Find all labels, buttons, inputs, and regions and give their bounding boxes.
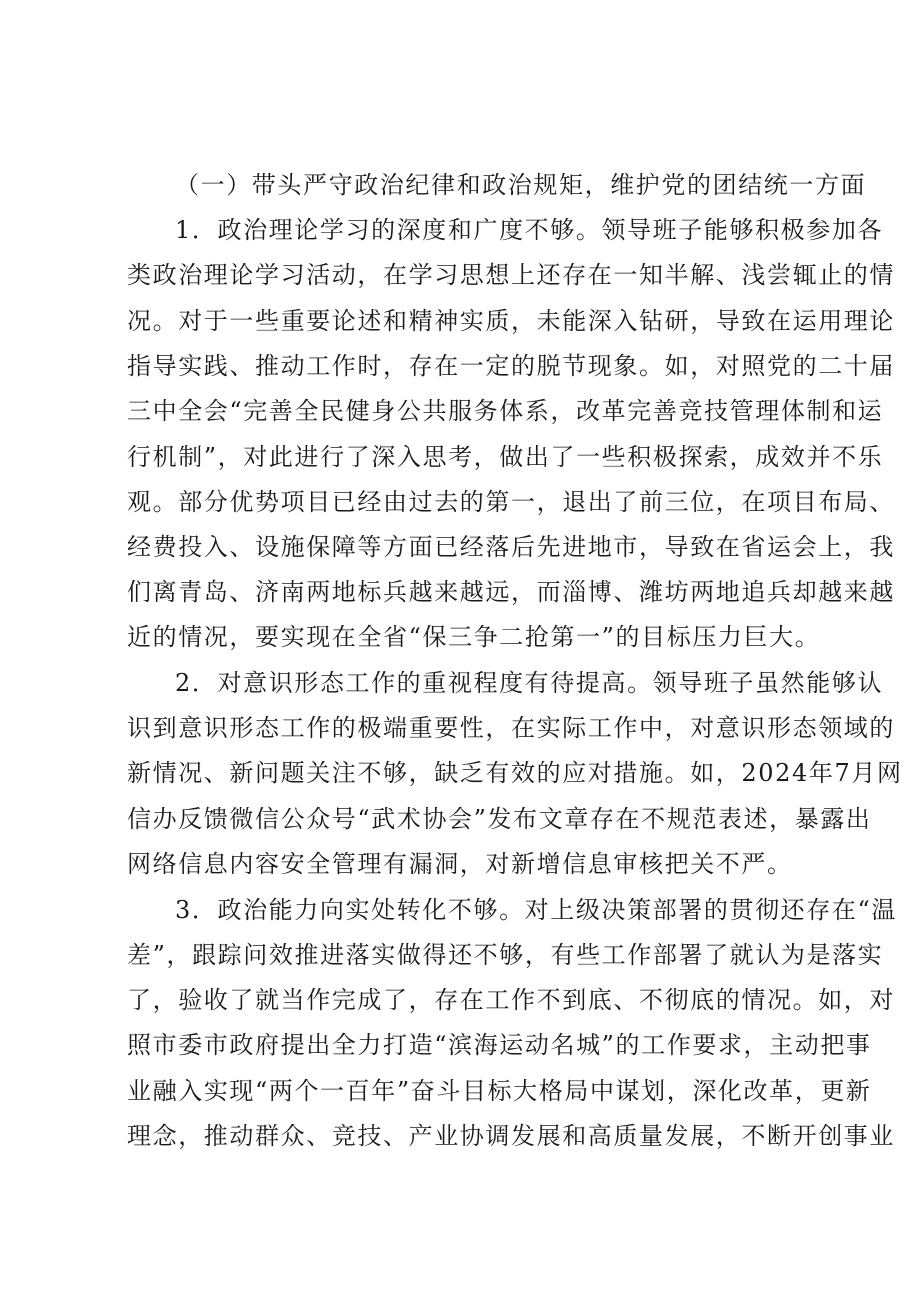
paragraph-2-line-1: 2．对意识形态工作的重视程度有待提高。领导班子虽然能够认 [175, 669, 884, 697]
section-heading: （一）带头严守政治纪律和政治规矩，维护党的团结统一方面 [175, 171, 867, 199]
paragraph-3-line-5: 业融入实现“两个一百年”奋斗目标大格局中谋划，深化改革，更新 [127, 1077, 872, 1105]
paragraph-2-line-4: 信办反馈微信公众号“武术协会”发布文章存在不规范表述，暴露出 [127, 805, 872, 833]
paragraph-3-line-6: 理念，推动群众、竞技、产业协调发展和高质量发展，不断开创事业 [127, 1122, 895, 1150]
paragraph-3-line-1: 3．政治能力向实处转化不够。对上级决策部署的贯彻还存在“温 [175, 896, 897, 924]
paragraph-1-line-8: 经费投入、设施保障等方面已经落后先进地市，导致在省运会上，我 [127, 533, 895, 561]
paragraph-1-line-9: 们离青岛、济南两地标兵越来越远，而淄博、潍坊两地追兵却越来越 [127, 578, 895, 606]
paragraph-2-line-5: 网络信息内容安全管理有漏洞，对新增信息审核把关不严。 [127, 850, 793, 878]
paragraph-1-line-1: 1．政治理论学习的深度和广度不够。领导班子能够积极参加各 [175, 216, 884, 244]
paragraph-2-line-3: 新情况、新问题关注不够，缺乏有效的应对措施。如，2024年7月网 [127, 759, 903, 787]
paragraph-3-line-4: 照市委市政府提出全力打造“滨海运动名城”的工作要求，主动把事 [127, 1031, 872, 1059]
paragraph-1-line-2: 类政治理论学习活动，在学习思想上还存在一知半解、浅尝辄止的情 [127, 261, 895, 289]
paragraph-1-line-4: 指导实践、推动工作时，存在一定的脱节现象。如，对照党的二十届 [127, 352, 895, 380]
paragraph-3-line-3: 了，验收了就当作完成了，存在工作不到底、不彻底的情况。如，对 [127, 986, 895, 1014]
paragraph-1-line-5: 三中全会“完善全民健身公共服务体系，改革完善竞技管理体制和运 [127, 397, 884, 425]
paragraph-1-line-10: 近的情况，要实现在全省“保三争二抢第一”的目标压力巨大。 [127, 623, 821, 651]
paragraph-2-line-2: 识到意识形态工作的极端重要性，在实际工作中，对意识形态领域的 [127, 714, 895, 742]
paragraph-3-line-2: 差”，跟踪问效推进落实做得还不够，有些工作部署了就认为是落实 [127, 941, 884, 969]
paragraph-1-line-3: 况。对于一些重要论述和精神实质，未能深入钻研，导致在运用理论 [127, 307, 895, 335]
paragraph-1-line-7: 观。部分优势项目已经由过去的第一，退出了前三位，在项目布局、 [127, 488, 895, 516]
paragraph-1-line-6: 行机制”，对此进行了深入思考，做出了一些积极探索，成效并不乐 [127, 443, 884, 471]
